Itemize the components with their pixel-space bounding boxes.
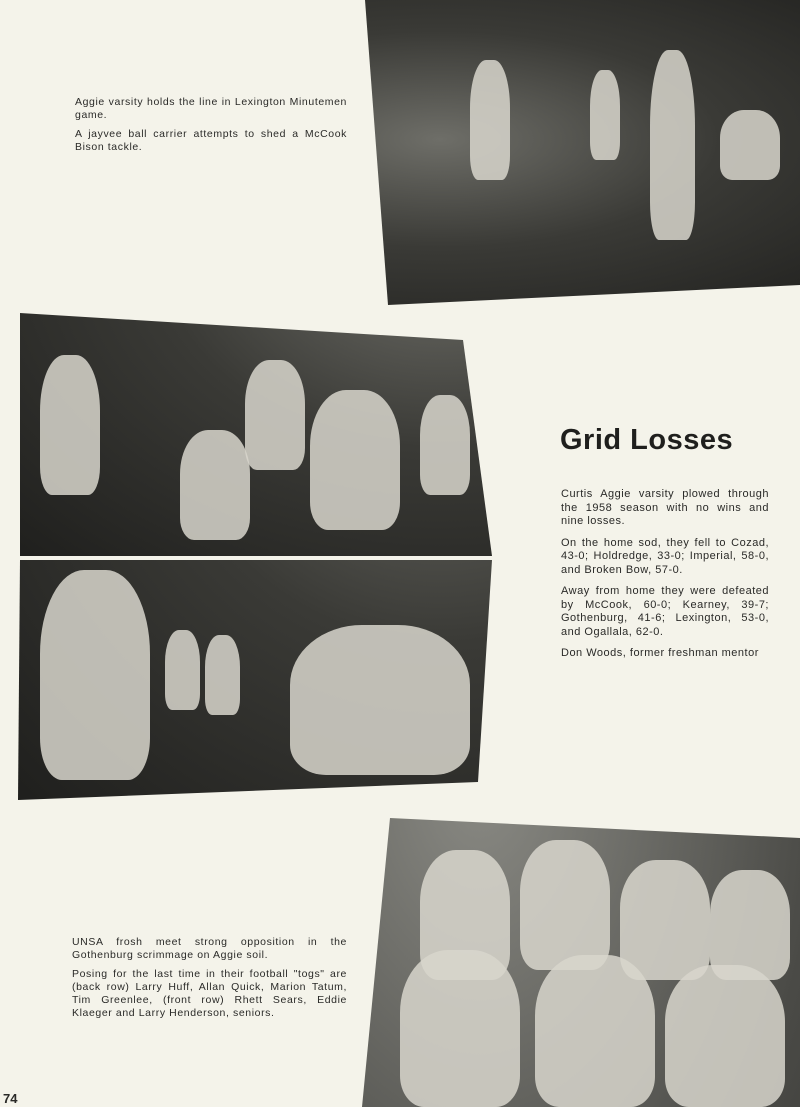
article-title: Grid Losses xyxy=(560,424,734,456)
top-photo-captions xyxy=(75,96,347,160)
caption-frosh: UNSA frosh meet strong opposition in the Gothenburg scrimmage on Aggie soil. xyxy=(72,936,347,961)
article-paragraph: On the home sod, they fell to Cozad, 43-0; Holdredge, 33-0; Imperial, 58-0, and Broken Bow, 57-0. xyxy=(561,536,769,576)
caption-varsity: Aggie varsity holds the line in Lexington Minutemen game. xyxy=(75,96,347,121)
page-number: 74 xyxy=(3,1091,18,1106)
bottom-photo-captions xyxy=(72,936,347,1026)
article-paragraph: Curtis Aggie varsity plowed through the 1958 season with no wins and nine losses. xyxy=(561,488,769,527)
caption-jayvee: A jayvee ball carrier attempts to shed a McCook Bison tackle. xyxy=(75,128,347,153)
caption-seniors: Posing for the last time in their football "togs" are (back row) Larry Huff, Allan Quick, Marion Tatum, Tim Greenlee, (front row) Rhett Sears, Eddie Klaeger and Larry Henderson, seniors. xyxy=(72,968,347,1019)
article-body xyxy=(561,488,769,669)
article-paragraph: Away from home they were defeated by McCook, 60-0; Kearney, 39-7; Gothenburg, 41-6; Lexington, 53-0, and Ogallala, 62-0. xyxy=(561,585,769,638)
article-paragraph: Don Woods, former freshman mentor xyxy=(561,647,759,659)
